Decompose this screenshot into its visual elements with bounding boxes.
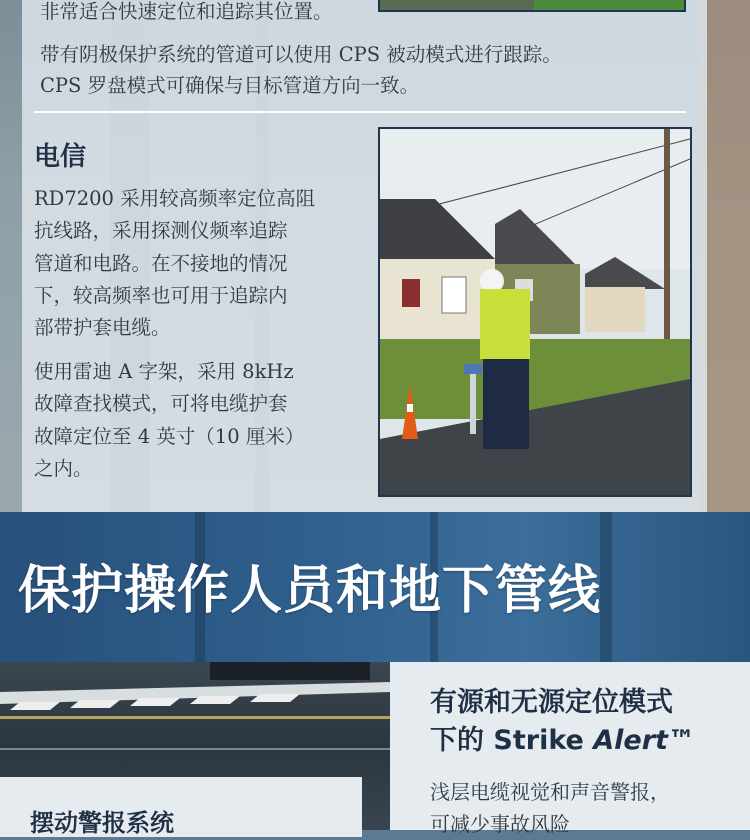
telecom-para2-line1: 使用雷迪 A 字架，采用 8kHz (34, 360, 294, 383)
top-photo-fragment (378, 0, 686, 12)
telecom-para1-line4: 下，较高频率也可用于追踪内 (34, 284, 288, 307)
telecom-para2-line3: 故障定位至 4 英寸（10 厘米） (34, 425, 305, 448)
strike-alert-title (430, 684, 695, 760)
telecom-para2-line4: 之内。 (34, 457, 93, 480)
strike-body-line2: 可减少事故风险 (430, 812, 570, 836)
strike-title-alert: Alert (593, 725, 668, 756)
strike-title-line2 (430, 722, 695, 760)
text-line-cut: 非常适合快速定位和追踪其位置。 (40, 0, 333, 23)
telecom-para2-line2: 故障查找模式，可将电缆护套 (34, 392, 288, 415)
telecom-para1-line1: RD7200 采用较高频率定位高阻 (34, 187, 316, 210)
telecom-heading: 电信 (34, 142, 87, 172)
strike-title-tm: ™ (667, 725, 695, 756)
cps-line-1: 带有阴极保护系统的管道可以使用 CPS 被动模式进行跟踪。 (40, 43, 562, 66)
telecom-para1-line2: 抗线路，采用探测仪频率追踪 (34, 219, 288, 242)
section-divider (34, 111, 686, 113)
strike-alert-body (430, 776, 670, 840)
telecom-para1-line5: 部带护套电缆。 (34, 316, 171, 339)
strike-title-prefix: 下的 Strike (430, 725, 594, 756)
telecom-para1-line3: 管道和电路。在不接地的情况 (34, 252, 288, 275)
band-title: 保护操作人员和地下管线 (18, 561, 602, 621)
strike-body-line1: 浅层电缆视觉和声音警报， (430, 780, 670, 804)
cps-line-2: CPS 罗盘模式可确保与目标管道方向一致。 (40, 74, 420, 97)
telecom-photo (378, 127, 692, 497)
strike-title-line1: 有源和无源定位模式 (430, 687, 673, 718)
swing-alarm-title: 摆动警报系统 (30, 809, 174, 837)
